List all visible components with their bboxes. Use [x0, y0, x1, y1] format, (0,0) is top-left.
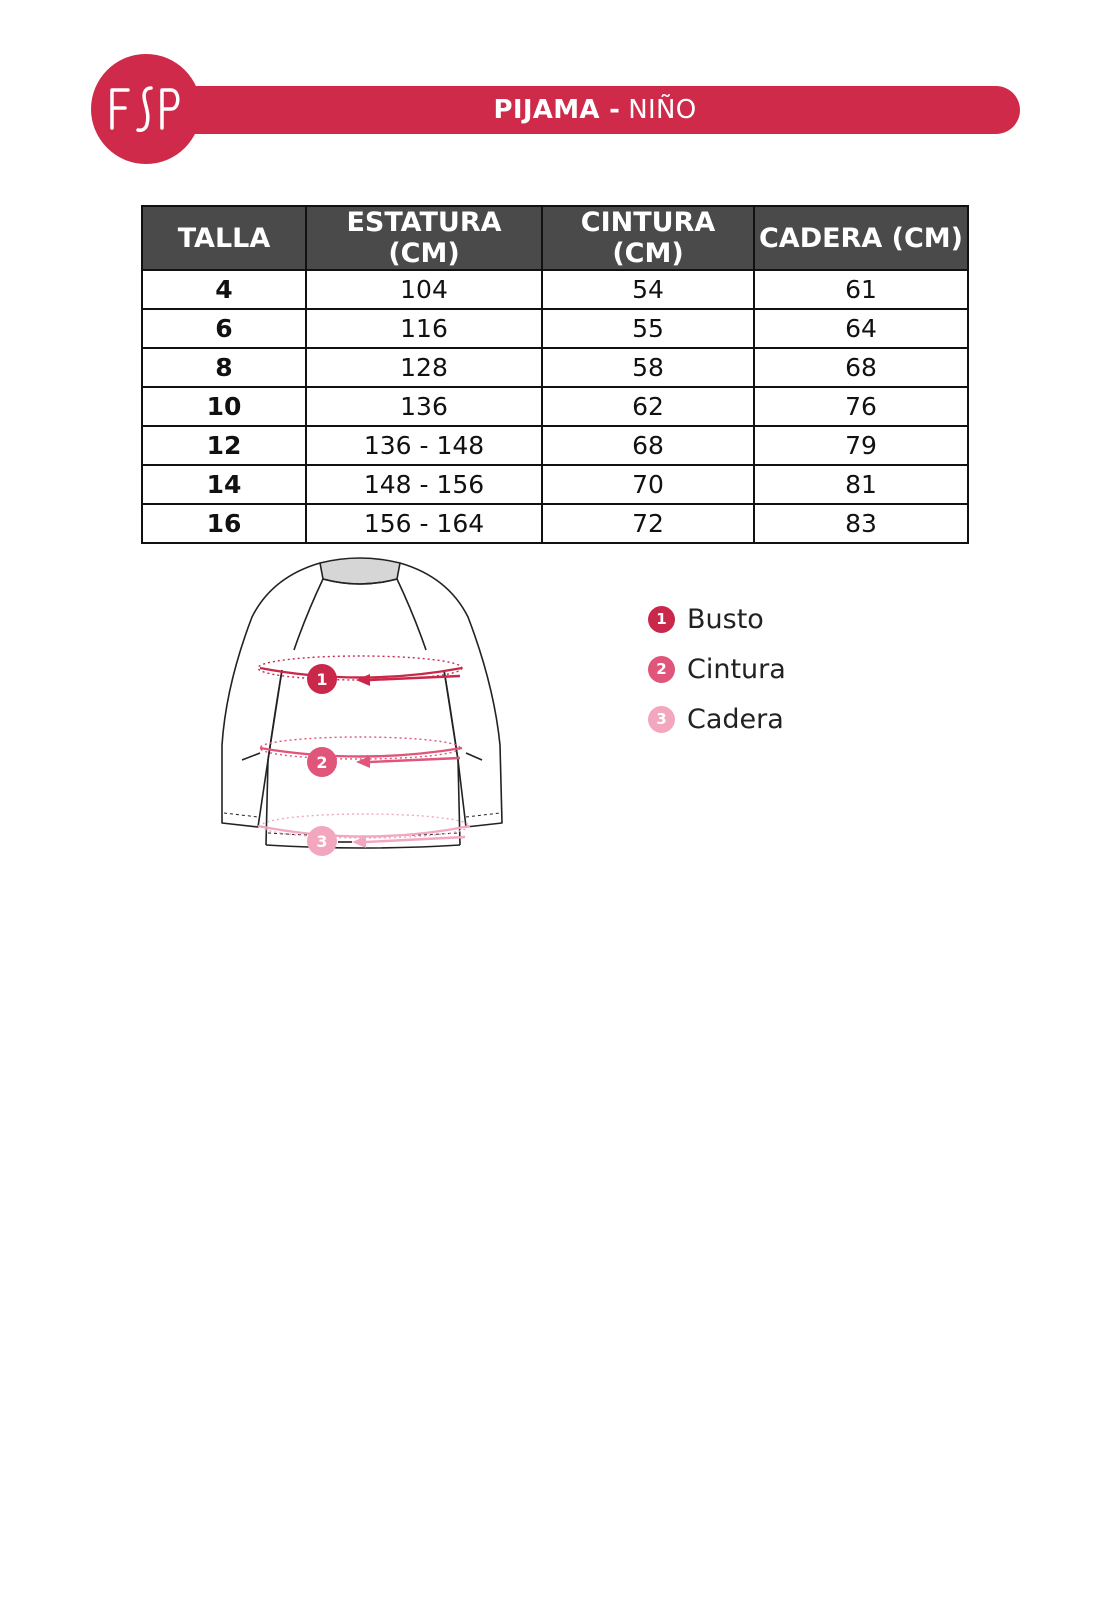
- cell-cadera: 76: [754, 387, 968, 426]
- logo-mark: [106, 82, 186, 136]
- garment-outline: [222, 558, 502, 848]
- legend-badge-3: 3: [648, 706, 675, 733]
- cell-cintura: 55: [542, 309, 754, 348]
- cell-talla: 4: [142, 270, 306, 309]
- cell-estatura: 156 - 164: [306, 504, 542, 543]
- table-row: [142, 387, 968, 426]
- measure-busto: [258, 656, 462, 694]
- cell-talla: 12: [142, 426, 306, 465]
- measure-cintura: [260, 737, 462, 777]
- header-bar: [170, 86, 1020, 134]
- cell-cadera: 61: [754, 270, 968, 309]
- legend-label-cadera: Cadera: [687, 703, 784, 735]
- cell-estatura: 116: [306, 309, 542, 348]
- header-estatura: ESTATURA (CM): [306, 206, 542, 270]
- header-talla: TALLA: [142, 206, 306, 270]
- cell-estatura: 104: [306, 270, 542, 309]
- legend-item-cintura: [648, 644, 786, 694]
- table-row: [142, 348, 968, 387]
- legend-badge-2: 2: [648, 656, 675, 683]
- marker-3: 3: [316, 832, 328, 851]
- pajama-top-diagram: [210, 555, 520, 885]
- measure-cadera: [258, 814, 470, 856]
- table-row: [142, 270, 968, 309]
- table-row: [142, 426, 968, 465]
- header-title-light: NIÑO: [628, 95, 697, 125]
- legend-label-cintura: Cintura: [687, 653, 786, 685]
- header-cintura: CINTURA (CM): [542, 206, 754, 270]
- cell-talla: 6: [142, 309, 306, 348]
- cell-estatura: 148 - 156: [306, 465, 542, 504]
- cell-cadera: 83: [754, 504, 968, 543]
- header-cadera: CADERA (CM): [754, 206, 968, 270]
- legend-label-busto: Busto: [687, 603, 764, 635]
- legend-item-cadera: [648, 694, 786, 744]
- cell-cintura: 54: [542, 270, 754, 309]
- table-header-row: [142, 206, 968, 270]
- cell-cintura: 58: [542, 348, 754, 387]
- cell-talla: 16: [142, 504, 306, 543]
- cell-talla: 14: [142, 465, 306, 504]
- table-row: [142, 504, 968, 543]
- legend-badge-1: 1: [648, 606, 675, 633]
- cell-cintura: 62: [542, 387, 754, 426]
- legend-item-busto: [648, 594, 786, 644]
- marker-2: 2: [316, 753, 328, 772]
- table-row: [142, 309, 968, 348]
- cell-cintura: 72: [542, 504, 754, 543]
- cell-estatura: 136 - 148: [306, 426, 542, 465]
- cell-cadera: 68: [754, 348, 968, 387]
- measurement-legend: [648, 594, 786, 744]
- marker-1: 1: [316, 670, 328, 689]
- cell-estatura: 128: [306, 348, 542, 387]
- cell-talla: 10: [142, 387, 306, 426]
- cell-cadera: 64: [754, 309, 968, 348]
- size-table: [141, 205, 969, 544]
- cell-talla: 8: [142, 348, 306, 387]
- cell-cadera: 79: [754, 426, 968, 465]
- cell-cintura: 68: [542, 426, 754, 465]
- cell-cintura: 70: [542, 465, 754, 504]
- cell-estatura: 136: [306, 387, 542, 426]
- cell-cadera: 81: [754, 465, 968, 504]
- brand-logo: [91, 54, 201, 164]
- header-title-bold: PIJAMA -: [493, 95, 621, 125]
- table-row: [142, 465, 968, 504]
